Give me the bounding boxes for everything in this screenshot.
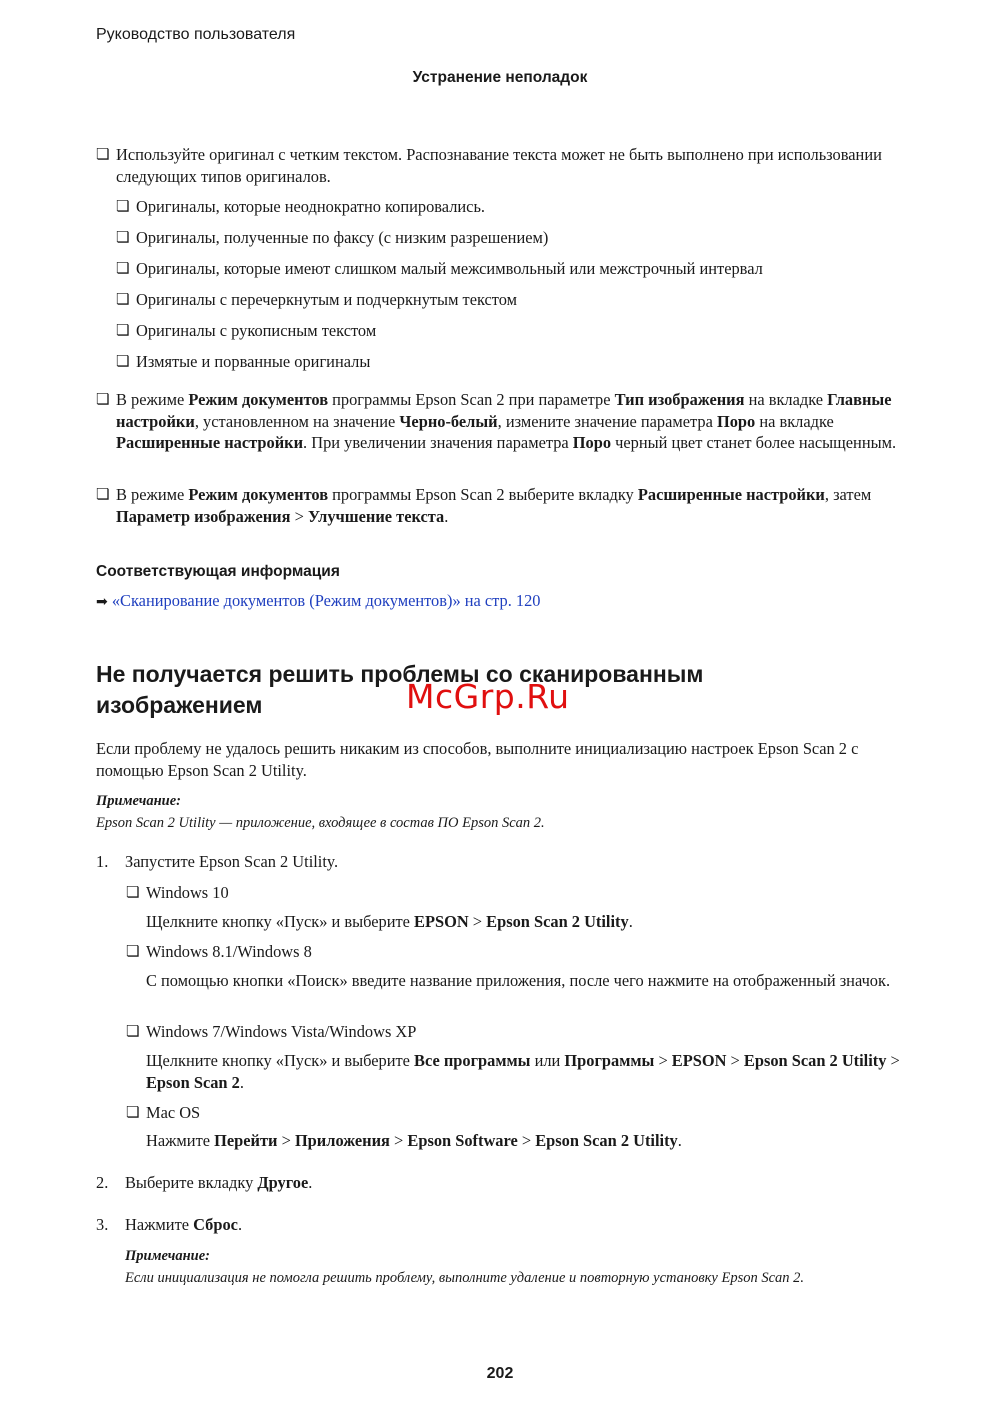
- tip-threshold: [96, 389, 906, 454]
- os-instruction: Щелкните кнопку «Пуск» и выберите Все программы или Программы > EPSON > Epson Scan 2 Utility > Epson Scan 2.: [146, 1051, 900, 1092]
- related-link[interactable]: «Сканирование документов (Режим документов)» на стр. 120: [111, 591, 541, 610]
- related-link-row: [96, 590, 541, 614]
- tip-text-enhancement: [96, 484, 906, 527]
- os-name: Mac OS: [146, 1103, 201, 1122]
- checkbox-icon: ❏: [126, 942, 140, 960]
- os-instruction: С помощью кнопки «Поиск» введите название приложения, после чего нажмите на отображенный значок.: [146, 971, 891, 990]
- os-name: Windows 10: [146, 883, 229, 902]
- note-block: [125, 1246, 905, 1289]
- checkbox-icon: ❏: [116, 290, 130, 308]
- list-item-text: Оригиналы, которые имеют слишком малый межсимвольный или межстрочный интервал: [136, 259, 763, 278]
- list-item-text: Оригиналы, полученные по факсу (с низким разрешением): [136, 228, 549, 247]
- step-number: 3.: [96, 1215, 109, 1234]
- list-item: [116, 227, 896, 249]
- checkbox-icon: ❏: [116, 228, 130, 246]
- checkbox-icon: ❏: [126, 1022, 140, 1040]
- tip-text: Используйте оригинал с четким текстом. Распознавание текста может не быть выполнено при использовании следующих типов оригиналов.: [116, 145, 882, 186]
- note-block: [96, 791, 911, 834]
- step-3: [96, 1214, 906, 1236]
- intro-paragraph: Если проблему не удалось решить никаким из способов, выполните инициализацию настроек Epson Scan 2 с помощью Epson Scan 2 Utility.: [96, 739, 859, 780]
- checkbox-icon: ❏: [116, 321, 130, 339]
- checkbox-icon: ❏: [116, 197, 130, 215]
- list-item: [116, 320, 896, 342]
- checkbox-icon: ❏: [126, 1103, 140, 1121]
- note-body: Если инициализация не помогла решить проблему, выполните удаление и повторную установку Epson Scan 2.: [125, 1269, 805, 1286]
- step-text: Запустите Epson Scan 2 Utility.: [125, 852, 339, 871]
- os-name: Windows 8.1/Windows 8: [146, 942, 312, 961]
- os-mac: [126, 1102, 906, 1124]
- os-instruction: Щелкните кнопку «Пуск» и выберите EPSON > Epson Scan 2 Utility.: [146, 912, 633, 931]
- checkbox-icon: ❏: [96, 390, 110, 408]
- checkbox-icon: ❏: [116, 352, 130, 370]
- note-body: Epson Scan 2 Utility — приложение, входящее в состав ПО Epson Scan 2.: [96, 814, 545, 831]
- checkbox-icon: ❏: [96, 485, 110, 503]
- list-item-text: Измятые и порванные оригиналы: [136, 352, 371, 371]
- step-1: [96, 851, 906, 873]
- watermark: McGrp.Ru: [406, 677, 570, 716]
- step-2: [96, 1172, 906, 1194]
- step-text: Выберите вкладку Другое.: [125, 1173, 313, 1192]
- os-name: Windows 7/Windows Vista/Windows XP: [146, 1022, 417, 1041]
- heading-line1: Не получается решить проблемы со сканированным: [96, 661, 704, 687]
- checkbox-icon: ❏: [116, 259, 130, 277]
- tip-clear-text: [96, 144, 906, 187]
- list-item: [116, 289, 896, 311]
- os-windows-10: [126, 882, 906, 904]
- os-windows-8: [126, 941, 906, 963]
- list-item-text: Оригиналы, которые неоднократно копировались.: [136, 197, 486, 216]
- page-number: 202: [486, 1365, 514, 1382]
- heading-line2: изображением: [96, 692, 263, 718]
- document-title: Руководство пользователя: [96, 26, 296, 43]
- list-item: [116, 351, 896, 373]
- checkbox-icon: ❏: [96, 145, 110, 163]
- tip-text: В режиме Режим документов программы Epson Scan 2 выберите вкладку Расширенные настройки, затем Параметр изображения > Улучшение текста.: [116, 485, 872, 526]
- note-title: Примечание:: [125, 1248, 211, 1264]
- note-title: Примечание:: [96, 793, 182, 809]
- list-item-text: Оригиналы с перечеркнутым и подчеркнутым текстом: [136, 290, 518, 309]
- step-number: 1.: [96, 852, 109, 871]
- arrow-right-icon: ➡: [96, 594, 108, 610]
- tip-text: В режиме Режим документов программы Epson Scan 2 при параметре Тип изображения на вкладке Главные настройки, установленном на значение Черно-белый, измените значение параметра Поро на вкладке Расширенные настройки. При увеличении значения параметра Поро черный цвет станет более насыщенным.: [116, 390, 897, 452]
- step-text: Нажмите Сброс.: [125, 1215, 243, 1234]
- related-info-title: Соответствующая информация: [96, 563, 340, 580]
- os-windows-7: [126, 1021, 906, 1043]
- list-item: [116, 258, 896, 280]
- list-item: [116, 196, 896, 218]
- section-title: Устранение неполадок: [412, 69, 588, 86]
- list-item-text: Оригиналы с рукописным текстом: [136, 321, 377, 340]
- checkbox-icon: ❏: [126, 883, 140, 901]
- step-number: 2.: [96, 1173, 109, 1192]
- os-instruction: Нажмите Перейти > Приложения > Epson Software > Epson Scan 2 Utility.: [146, 1131, 682, 1150]
